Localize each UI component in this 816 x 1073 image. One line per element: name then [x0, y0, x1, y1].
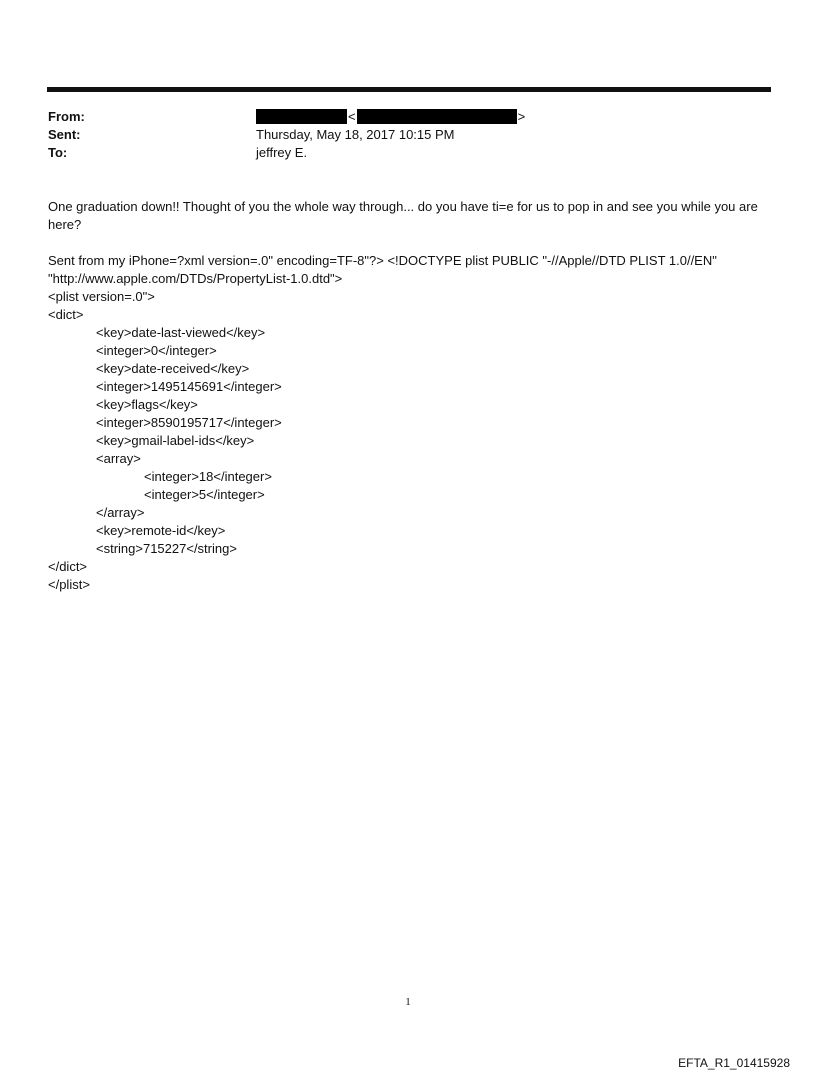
plist-line: </plist> — [48, 577, 90, 592]
from-open-bracket: < — [348, 109, 356, 124]
plist-line: <key>date-received</key> — [96, 361, 250, 376]
sent-label: Sent: — [48, 127, 81, 142]
sent-row — [48, 126, 768, 144]
plist-line: <dict> — [48, 307, 84, 322]
to-label: To: — [48, 145, 68, 160]
plist-line: <key>remote-id</key> — [96, 523, 226, 538]
message-text: One graduation down!! Thought of you the whole way through... do you have ti=e for us to pop in and see you while you are here? — [48, 199, 758, 232]
plist-line: <key>date-last-viewed</key> — [96, 325, 266, 340]
plist-block — [48, 252, 772, 594]
plist-line: </dict> — [48, 559, 88, 574]
plist-line: <key>gmail-label-ids</key> — [96, 433, 255, 448]
from-value — [256, 108, 526, 126]
signature-line: Sent from my iPhone=?xml version=.0" encoding=TF-8"?> <!DOCTYPE plist PUBLIC "-//Apple//DTD PLIST 1.0//EN" — [48, 253, 717, 268]
plist-line: <integer>18</integer> — [144, 469, 272, 484]
redacted-sender-email — [357, 109, 517, 124]
to-value: jeffrey E. — [256, 145, 308, 160]
doctype-line: "http://www.apple.com/DTDs/PropertyList-1.0.dtd"> — [48, 271, 343, 286]
plist-line: <key>flags</key> — [96, 397, 198, 412]
plist-line: <integer>1495145691</integer> — [96, 379, 282, 394]
page-number: 1 — [405, 996, 411, 1008]
from-row — [48, 108, 768, 126]
redacted-sender-name — [256, 109, 347, 124]
plist-line: <plist version=.0"> — [48, 289, 155, 304]
bates-number: EFTA_R1_01415928 — [678, 1056, 790, 1070]
plist-line: <integer>5</integer> — [144, 487, 265, 502]
from-close-bracket: > — [517, 109, 526, 124]
header-rule — [47, 87, 771, 92]
to-row — [48, 144, 768, 162]
plist-line: <string>715227</string> — [96, 541, 237, 556]
plist-line: <integer>8590195717</integer> — [96, 415, 282, 430]
email-header — [48, 108, 768, 162]
plist-line: <array> — [96, 451, 141, 466]
plist-line: <integer>0</integer> — [96, 343, 217, 358]
plist-line: </array> — [96, 505, 145, 520]
from-label: From: — [48, 109, 85, 124]
email-body — [48, 198, 772, 594]
sent-value: Thursday, May 18, 2017 10:15 PM — [256, 127, 455, 142]
